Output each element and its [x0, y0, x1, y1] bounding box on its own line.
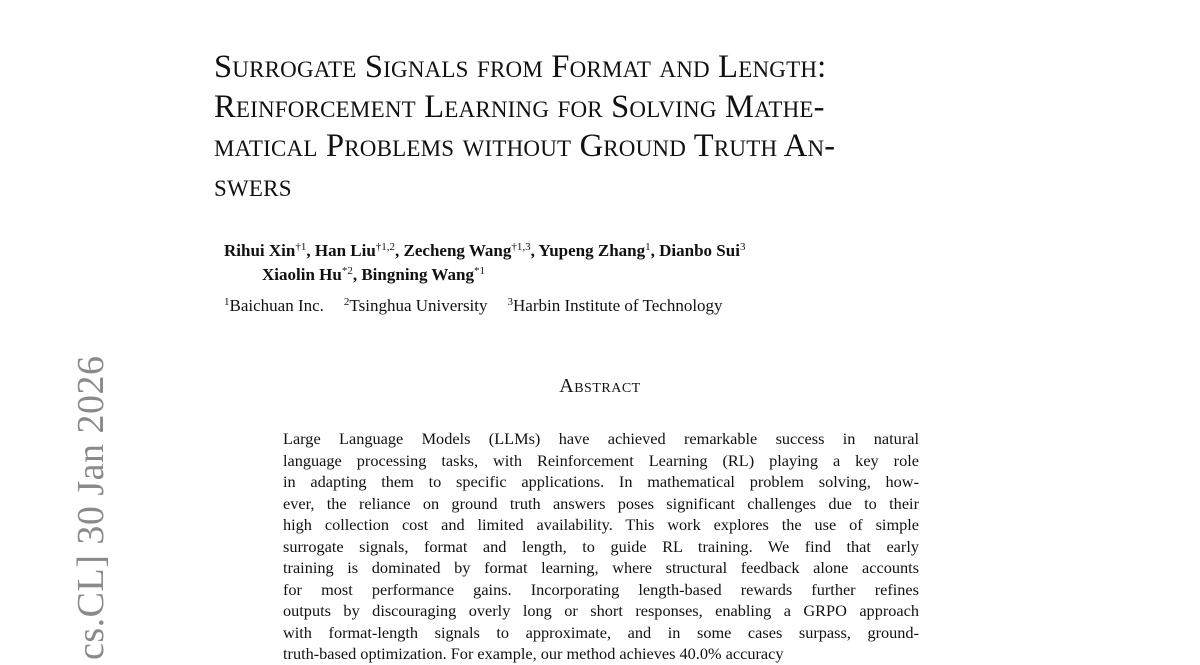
author-sup: †1,3: [511, 241, 531, 253]
abstract-line: training is dominated by format learning, where structural feedback alone accounts: [283, 558, 919, 577]
abstract-line: with format-length signals to approximate, and in some cases surpass, ground-: [283, 622, 919, 642]
abstract-line: Large Language Models (LLMs) have achieved remarkable success in natural: [283, 429, 919, 448]
author-name: Bingning Wang: [361, 265, 474, 284]
abstract-line: language processing tasks, with Reinforcement Learning (RL) playing a key role: [283, 450, 919, 470]
author-sup: 1: [645, 241, 651, 253]
abstract-line: high collection cost and limited availability. This work explores the use of simple: [283, 515, 919, 534]
affil-sup: 3: [507, 296, 514, 308]
abstract-line: outputs by discouraging overly long or short responses, enabling a GRPO approach: [283, 601, 919, 620]
title-line: swers: [214, 167, 292, 204]
author-sup: *1: [473, 265, 485, 277]
abstract-line: in adapting them to specific applications. In mathematical problem solving, how-: [283, 472, 919, 491]
title-line: matical Problems without Ground Truth An-: [214, 128, 836, 164]
abstract-line: for most performance gains. Incorporating length-based rewards further refines: [283, 579, 919, 599]
author-sup: *2: [341, 265, 353, 277]
author-sup: †1: [295, 241, 307, 253]
author-list: [224, 239, 745, 287]
abstract-line: ever, the reliance on ground truth answers poses significant challenges due to their: [283, 493, 919, 513]
author-line-2: Xiaolin Hu$^{*2}$, Bingning Wang$^{*1}$: [262, 265, 485, 284]
arxiv-stamp: cs.CL] 30 Jan 2026: [70, 355, 112, 660]
author-name: Zecheng Wang: [403, 241, 512, 260]
author-sup: 3: [739, 241, 746, 253]
abstract-body: [283, 428, 919, 665]
author-name: Yupeng Zhang: [538, 241, 646, 260]
author-name: Dianbo Sui: [659, 241, 740, 260]
affil-name: Tsinghua University: [349, 296, 488, 315]
affil-sup: 1: [224, 296, 230, 308]
abstract-line: truth-based optimization. For example, our method achieves 40.0% accuracy: [283, 644, 784, 663]
author-line-1: Rihui Xin$^{\dagger 1}$, Han Liu$^{\dagger 1,2}$, Zecheng Wang$^{\dagger 1,3}$, Yupeng Zhang$^1$, Dianbo Sui$^3$: [224, 241, 746, 260]
abstract-heading: Abstract: [559, 375, 641, 397]
abstract-line: surrogate signals, format and length, to guide RL training. We find that early: [283, 536, 919, 556]
author-name: Han Liu: [314, 241, 376, 260]
author-name: Rihui Xin: [224, 241, 296, 260]
affil-sup: 2: [343, 296, 350, 308]
title-line: Surrogate Signals from Format and Length:: [214, 49, 827, 85]
affil-name: Harbin Institute of Technology: [513, 296, 723, 315]
author-sup: †1,2: [375, 241, 396, 253]
author-name: Xiaolin Hu: [262, 265, 342, 284]
affil-name: Baichuan Inc.: [229, 296, 324, 315]
paper-title: [214, 48, 1014, 206]
title-line: Reinforcement Learning for Solving Mathe-: [214, 88, 825, 125]
affiliations: [224, 295, 723, 317]
